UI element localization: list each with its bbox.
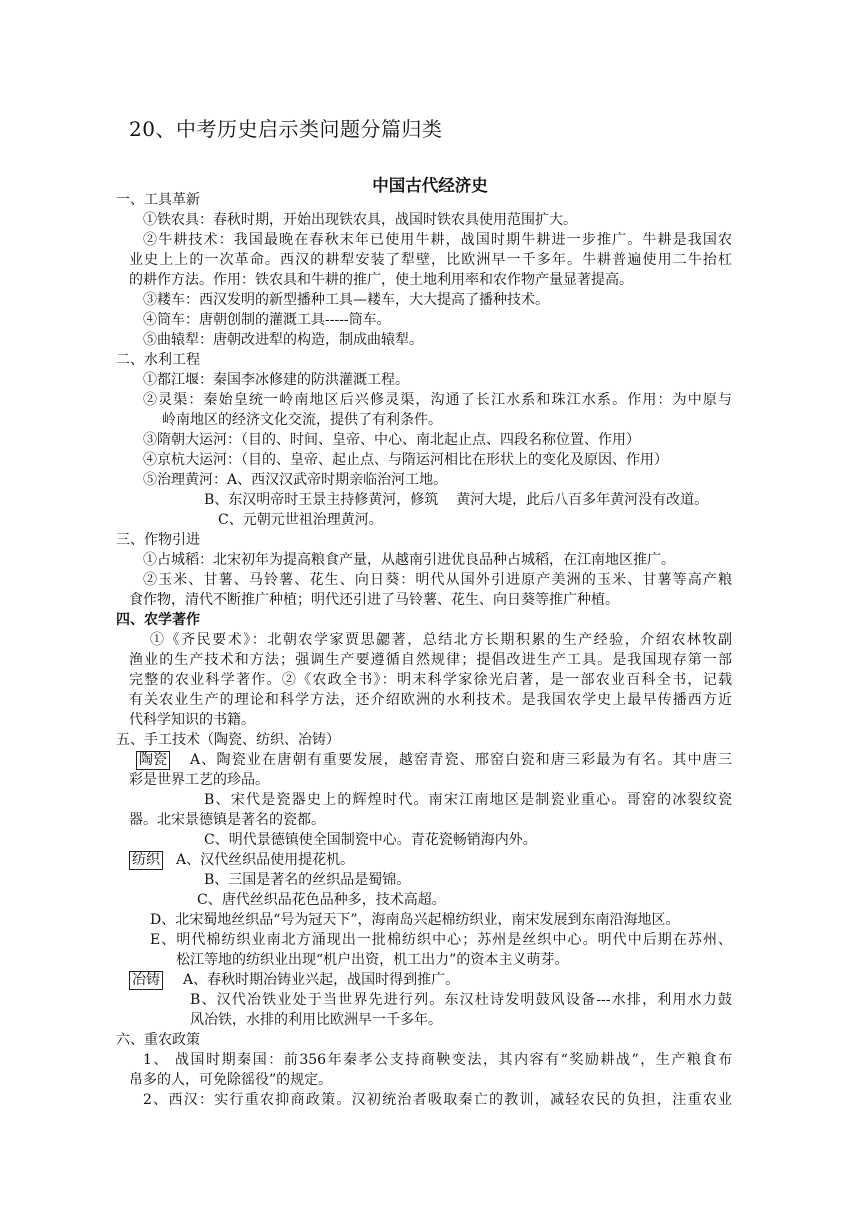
text-line: 的耕作方法。作用：铁农具和牛耕的推广，使土地利用率和农作物产量显著提高。	[129, 272, 633, 288]
pottery-label	[136, 750, 172, 770]
text-line: ④京杭大运河：（目的、皇帝、起止点、与隋运河相比在形状上的变化及原因、作用）	[143, 452, 668, 468]
text-line: ⑤曲辕犁：唐朝改进犁的构造，制成曲辕犁。	[143, 332, 423, 348]
text-line: ⑤治理黄河：A、西汉汉武帝时期亲临治河工地。	[143, 472, 448, 488]
text-line: 2、西汉：实行重农抑商政策。汉初统治者吸取秦亡的教训，减轻农民的负担，注重农业	[143, 1092, 732, 1108]
text-line: 业史上上的一次革命。西汉的耕犁安装了犁壁，比欧洲早一千多年。牛耕普遍使用二牛抬杠	[129, 252, 732, 268]
heading-crops: 三、作物引进	[116, 532, 200, 548]
text-line: ③耧车：西汉发明的新型播种工具—耧车，大大提高了播种技术。	[143, 292, 549, 308]
text-line: 有关农业生产的理论和科学方法，还介绍欧洲的水利技术。是我国农学史上最早传播西方近	[129, 692, 732, 708]
text-line: 岭南地区的经济文化交流，提供了有利条件。	[162, 412, 442, 428]
text-line: E、明代棉纺织业南北方涌现出一批棉纺织中心；苏州是丝织中心。明代中后期在苏州、	[150, 932, 732, 948]
text-line: B、东汉明帝时王景主持修黄河，修筑 黄河大堤，此后八百多年黄河没有改道。	[204, 492, 709, 508]
text-line: ④筒车：唐朝创制的灌溉工具-----筒车。	[143, 312, 391, 328]
text-line: ①都江堰：秦国李冰修建的防洪灌溉工程。	[143, 372, 409, 388]
text-line: C、明代景德镇使全国制瓷中心。青花瓷畅销海内外。	[204, 832, 537, 848]
text-line: C、元朝元世祖治理黄河。	[218, 512, 383, 528]
heading-agri-policy: 六、重农政策	[116, 1032, 200, 1048]
metal-box: 冶铸	[129, 971, 163, 990]
pottery-box: 陶瓷	[136, 751, 170, 770]
text-line: ①《齐民要术》：北朝农学家贾思勰著，总结北方长期积累的生产经验，介绍农林牧副	[150, 632, 732, 648]
text-line: 渔业的生产技术和方法；强调生产要遵循自然规律；提倡改进生产工具。是我国现存第一部	[129, 652, 732, 668]
text-line: ②牛耕技术：我国最晚在春秋末年已使用牛耕，战国时期牛耕进一步推广。牛耕是我国农	[143, 232, 732, 248]
heading-water: 二、水利工程	[116, 352, 200, 368]
text-line: 完整的农业科学著作。②《农政全书》：明末科学家徐光启著，是一部农业百科全书，记载	[129, 672, 732, 688]
textile-label	[129, 850, 165, 870]
section-title: 中国古代经济史	[372, 176, 488, 195]
heading-agri-books: 四、农学著作	[116, 612, 200, 628]
text-line: C、唐代丝织品花色品种多，技术高超。	[197, 892, 446, 908]
text-line: 器。北宋景德镇是著名的瓷都。	[129, 812, 325, 828]
text-line: B、宋代是瓷器史上的辉煌时代。南宋江南地区是制瓷业重心。哥窑的冰裂纹瓷	[204, 792, 732, 808]
textile-box: 纺织	[129, 851, 163, 870]
text-line: A、春秋时期冶铸业兴起，战国时得到推广。	[183, 972, 460, 988]
text-line: ③隋朝大运河：（目的、时间、皇帝、中心、南北起止点、四段名称位置、作用）	[143, 432, 640, 448]
text-line: ②玉米、甘薯、马铃薯、花生、向日葵：明代从国外引进原产美洲的玉米、甘薯等高产粮	[143, 572, 732, 588]
text-line: ①铁农具：春秋时期，开始出现铁农具，战国时铁农具使用范围扩大。	[143, 212, 577, 228]
text-line: ②灵渠：秦始皇统一岭南地区后兴修灵渠，沟通了长江水系和珠江水系。作用：为中原与	[143, 392, 732, 408]
heading-crafts: 五、手工技术（陶瓷、纺织、冶铸）	[116, 732, 340, 748]
text-line: 帛多的人，可免除徭役”的规定。	[129, 1072, 333, 1088]
text-line: 代科学知识的书籍。	[129, 712, 255, 728]
text-line: 彩是世界工艺的珍品。	[129, 772, 269, 788]
text-line: D、北宋蜀地丝织品“号为冠天下”，海南岛兴起棉纺织业，南宋发展到东南沿海地区。	[150, 912, 680, 928]
text-line: ①占城稻：北宋初年为提高粮食产量，从越南引进优良品种占城稻，在江南地区推广。	[143, 552, 675, 568]
text-line: A、汉代丝织品使用提花机。	[176, 852, 355, 868]
text-line: B、三国是著名的丝织品是蜀锦。	[204, 872, 411, 888]
metal-label	[129, 970, 165, 990]
document-title: 20、中考历史启示类问题分篇归类	[129, 117, 443, 141]
heading-tools: 一、工具革新	[116, 192, 200, 208]
text-line: 1、 战国时期秦国：前356年秦孝公支持商鞅变法，其内容有“奖励耕战”，生产粮食布	[143, 1052, 732, 1068]
text-line: 风冶铁，水排的利用比欧洲早一千多年。	[190, 1012, 442, 1028]
text-line: A、陶瓷业在唐朝有重要发展，越窑青瓷、邢窑白瓷和唐三彩最为有名。其中唐三	[190, 752, 732, 768]
text-line: B、汉代冶铁业处于当世界先进行列。东汉杜诗发明鼓风设备---水排，利用水力鼓	[190, 992, 732, 1008]
text-line: 松江等地的纺织业出现“机户出资，机工出力”的资本主义萌芽。	[176, 952, 569, 968]
text-line: 食作物，清代不断推广种植；明代还引进了马铃薯、花生、向日葵等推广种植。	[129, 592, 619, 608]
